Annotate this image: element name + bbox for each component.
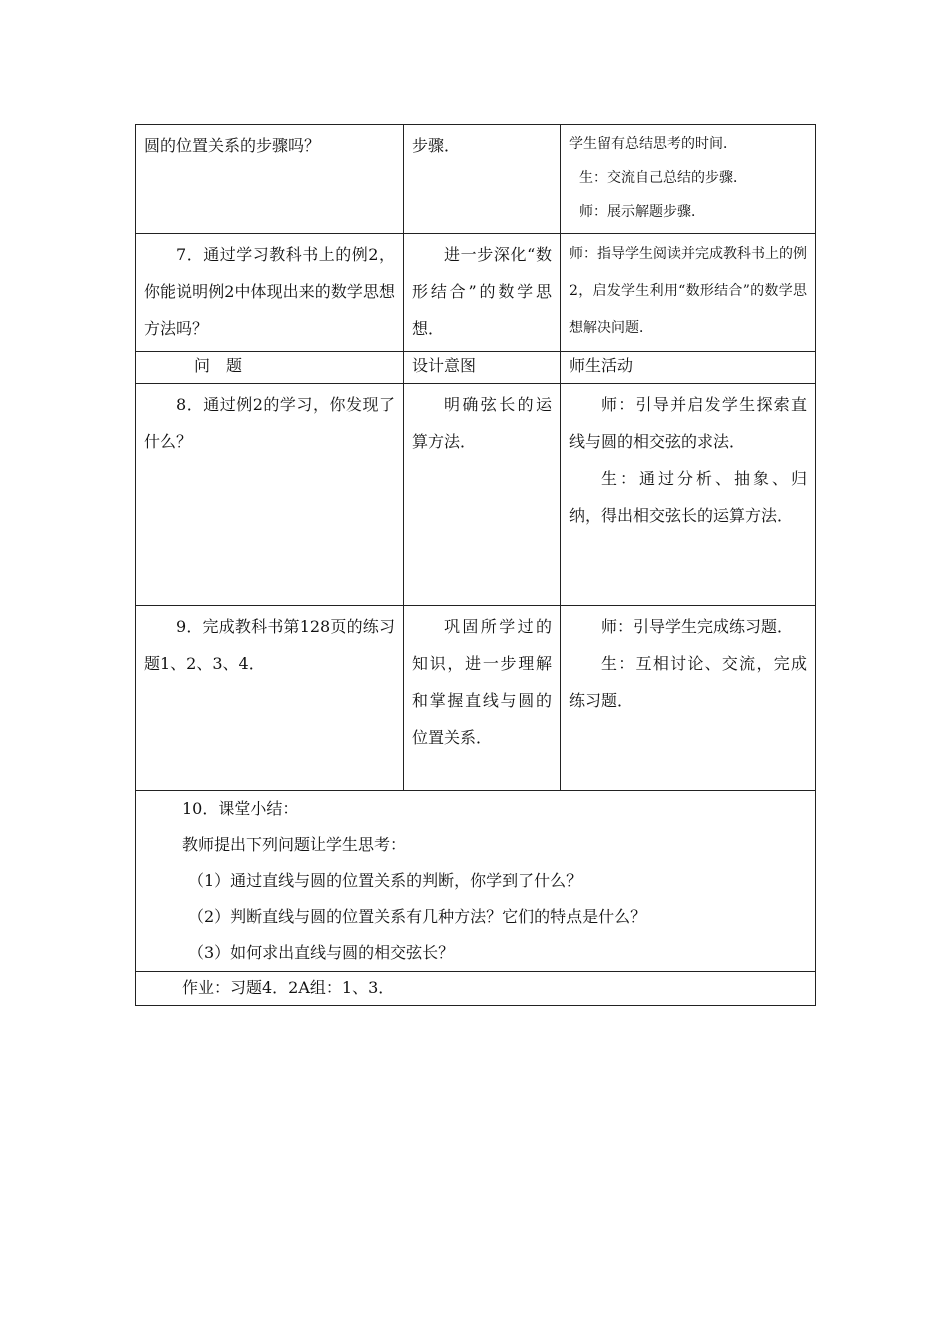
activity-text: 师：引导并启发学生探索直线与圆的相交弦的求法． [569, 395, 807, 451]
intent-cell [404, 234, 561, 352]
summary-item: （3）如何求出直线与圆的相交弦长？ [188, 943, 455, 962]
lesson-plan-table [135, 124, 816, 1006]
intent-cell [404, 606, 561, 791]
header-question: 问 题 [136, 352, 404, 384]
header-intent: 设计意图 [404, 352, 561, 384]
table-row [136, 125, 816, 234]
intent-text: 明确弦长的运算方法． [412, 395, 552, 451]
summary-title: 10．课堂小结： [182, 799, 299, 818]
question-text: 圆的位置关系的步骤吗？ [144, 136, 321, 155]
intent-cell [404, 125, 561, 234]
table-row [136, 606, 816, 791]
activity-text: 师：引导学生完成练习题． [601, 617, 794, 636]
summary-item: （2）判断直线与圆的位置关系有几种方法？它们的特点是什么？ [188, 907, 647, 926]
question-text: 9．完成教科书第128页的练习题1、2、3、4． [144, 617, 395, 673]
summary-item: （1）通过直线与圆的位置关系的判断，你学到了什么？ [188, 871, 583, 890]
intent-cell [404, 384, 561, 606]
question-text: 7．通过学习教科书上的例2，你能说明例2中体现出来的数学思想方法吗？ [144, 245, 395, 338]
homework-row [136, 972, 816, 1006]
activity-cell [561, 234, 816, 352]
activity-cell [561, 125, 816, 234]
intent-text: 进一步深化“数形结合”的数学思想． [412, 245, 552, 338]
summary-row [136, 791, 816, 972]
question-cell [136, 125, 404, 234]
table-row [136, 384, 816, 606]
activity-cell [561, 384, 816, 606]
homework-text: 作业：习题4．2A组：1、3． [182, 978, 395, 997]
activity-text: 师：指导学生阅读并完成教科书上的例2，启发学生利用“数形结合”的数学思想解决问题． [569, 246, 807, 336]
intent-text: 巩固所学过的知识，进一步理解和掌握直线与圆的位置关系． [412, 617, 552, 747]
activity-text: 师：展示解题步骤． [579, 204, 705, 220]
activity-cell [561, 606, 816, 791]
homework-cell [136, 972, 816, 1006]
question-cell [136, 384, 404, 606]
activity-text: 生：通过分析、抽象、归纳，得出相交弦长的运算方法． [569, 469, 807, 525]
question-cell [136, 234, 404, 352]
question-text: 8．通过例2的学习，你发现了什么？ [144, 395, 395, 451]
table-row [136, 234, 816, 352]
summary-cell [136, 791, 816, 972]
header-activity: 师生活动 [561, 352, 816, 384]
table-header-row [136, 352, 816, 384]
activity-text: 生：互相讨论、交流，完成练习题． [569, 654, 807, 710]
summary-intro: 教师提出下列问题让学生思考： [182, 835, 407, 854]
intent-text: 步骤． [412, 136, 461, 155]
activity-text: 生：交流自己总结的步骤． [579, 170, 747, 186]
question-cell [136, 606, 404, 791]
activity-text: 学生留有总结思考的时间． [569, 136, 737, 152]
